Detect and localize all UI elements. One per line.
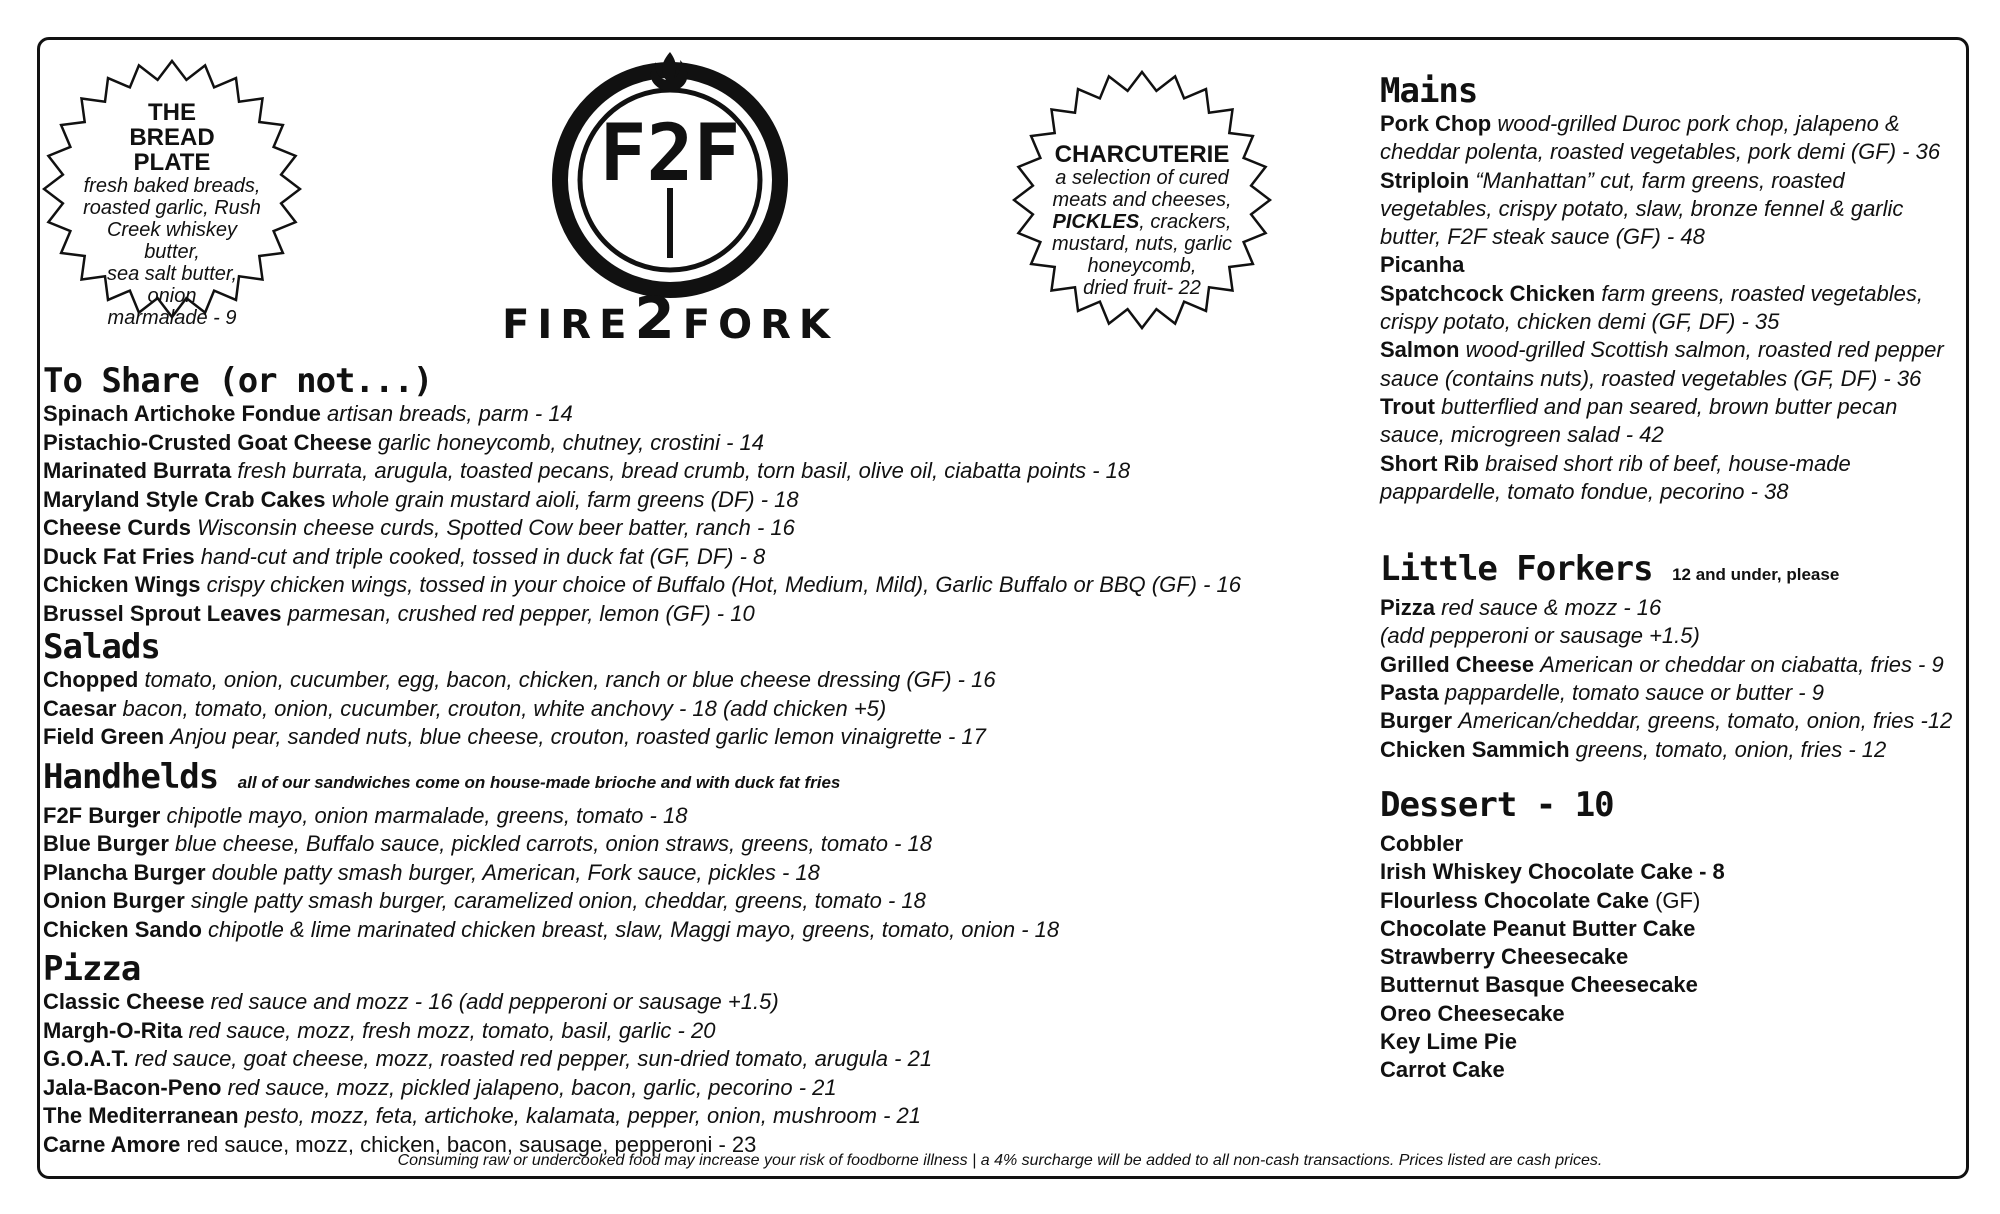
salads-list [43, 666, 1343, 752]
item-desc: (add pepperoni or sausage +1.5) [1380, 623, 1700, 649]
item-desc: garlic honeycomb, chutney, crostini - 14 [378, 429, 764, 455]
handhelds-title: Handhelds [43, 756, 219, 797]
bread-plate-desc-4: sea salt butter, onion [106, 263, 238, 307]
list-item [1380, 167, 1960, 252]
little-forkers-note: 12 and under, please [1672, 565, 1840, 585]
pizza-list [43, 988, 1343, 1159]
item-name: Strawberry Cheesecake [1380, 944, 1629, 970]
list-item [43, 400, 1343, 429]
list-item [43, 666, 1343, 695]
bread-plate-desc-2: roasted garlic, Rush [83, 197, 261, 219]
list-item [43, 571, 1343, 600]
item-desc: red sauce, mozz, fresh mozz, tomato, basil, garlic - 20 [188, 1017, 716, 1043]
list-item [43, 457, 1343, 486]
to-share-heading: To Share (or not...) [43, 361, 433, 401]
item-name: Cheese Curds [43, 515, 191, 540]
list-item [43, 859, 1343, 888]
bread-plate-title-1: THE [148, 99, 196, 126]
item-name: Caesar [43, 695, 117, 721]
list-item [43, 486, 1343, 515]
item-desc: “Manhattan” cut, farm greens, roasted vegetables, crispy potato, slaw, bronze fennel & garlic butter, F2F steak sauce (GF) - 48 [1380, 167, 1904, 250]
item-desc: single patty smash burger, caramelized onion, cheddar, greens, tomato - 18 [190, 888, 926, 913]
list-item [1380, 707, 1960, 735]
item-name: F2F Burger [43, 802, 161, 828]
item-desc: double patty smash burger, American, Fork sauce, pickles - 18 [211, 859, 820, 885]
item-desc: Wisconsin cheese curds, Spotted Cow beer batter, ranch - 16 [197, 515, 795, 540]
item-name: Pistachio-Crusted Goat Cheese [43, 429, 372, 455]
item-name: Marinated Burrata [43, 458, 232, 483]
charcuterie-desc-1: a selection of cured [1055, 167, 1229, 189]
item-desc: American/cheddar, greens, tomato, onion, fries -12 [1458, 708, 1953, 734]
item-desc: fresh burrata, arugula, toasted pecans, bread crumb, torn basil, olive oil, ciabatta points - 18 [237, 458, 1131, 483]
item-name: Flourless Chocolate Cake [1380, 887, 1649, 913]
dessert-list [1380, 830, 1960, 1085]
charcuterie-badge [1012, 68, 1272, 332]
item-name: Burger [1380, 708, 1453, 734]
item-name: Chicken Sammich [1380, 736, 1570, 762]
little-forkers-list [1380, 594, 1960, 764]
item-name: Chicken Sando [43, 916, 202, 942]
item-desc: braised short rib of beef, house-made pappardelle, tomato fondue, pecorino - 38 [1380, 450, 1851, 504]
list-item [1380, 1000, 1960, 1028]
list-item [1380, 971, 1960, 999]
item-name: Key Lime Pie [1380, 1029, 1517, 1055]
item-name: Short Rib [1380, 450, 1479, 476]
list-item [1380, 679, 1960, 707]
item-name: Classic Cheese [43, 989, 205, 1014]
list-item [1380, 915, 1960, 943]
list-item [43, 429, 1343, 458]
charcuterie-desc-5: honeycomb, [1087, 255, 1197, 277]
item-name: Margh-O-Rita [43, 1017, 183, 1043]
item-desc: artisan breads, parm - 14 [327, 401, 573, 426]
item-desc: chipotle & lime marinated chicken breast, slaw, Maggi mayo, greens, tomato, onion - 18 [208, 916, 1060, 942]
item-name: Cobbler [1380, 830, 1464, 856]
item-name: Carrot Cake [1380, 1057, 1505, 1083]
handhelds-heading [43, 758, 1343, 802]
item-name: Onion Burger [43, 888, 185, 913]
list-item [43, 723, 1343, 752]
item-name: Duck Fat Fries [43, 543, 195, 569]
item-desc: hand-cut and triple cooked, tossed in duck fat (GF, DF) - 8 [200, 543, 766, 569]
item-desc: whole grain mustard aioli, farm greens (DF) - 18 [331, 486, 799, 512]
item-desc: pappardelle, tomato sauce or butter - 9 [1444, 680, 1824, 706]
mains-list [1380, 110, 1960, 506]
left-column [43, 362, 1343, 1159]
handhelds-note: all of our sandwiches come on house-made brioche and with duck fat fries [237, 772, 841, 792]
list-item [43, 543, 1343, 572]
list-item [1380, 736, 1960, 764]
list-item [1380, 251, 1960, 279]
item-desc: red sauce & mozz - 16 [1441, 595, 1662, 621]
list-item [43, 1045, 1343, 1074]
item-desc: tomato, onion, cucumber, egg, bacon, chicken, ranch or blue cheese dressing (GF) - 16 [144, 667, 996, 692]
right-column [1380, 72, 1960, 1085]
item-name: Picanha [1380, 252, 1465, 278]
list-item [43, 830, 1343, 859]
charcuterie-desc-6: dried fruit- 22 [1083, 277, 1201, 299]
item-desc: butterflied and pan seared, brown butter pecan sauce, microgreen salad - 42 [1380, 393, 1898, 448]
item-name: The Mediterranean [43, 1103, 239, 1128]
logo-wordmark [502, 284, 838, 348]
item-name: Brussel Sprout Leaves [43, 600, 282, 626]
list-item [43, 514, 1343, 543]
list-item [1380, 393, 1960, 450]
list-item [1380, 1056, 1960, 1084]
bread-plate-desc-3: Creek whiskey butter, [106, 219, 238, 263]
list-item [43, 1102, 1343, 1131]
list-item [1380, 622, 1960, 650]
item-name: Striploin [1380, 167, 1470, 193]
list-item [1380, 280, 1960, 337]
list-item [1380, 1028, 1960, 1056]
list-item [43, 887, 1343, 916]
item-name: Spatchcock Chicken [1380, 280, 1596, 306]
item-name: Plancha Burger [43, 859, 206, 885]
item-name: Pasta [1380, 680, 1439, 706]
list-item [1380, 858, 1960, 886]
item-name: Oreo Cheesecake [1380, 1000, 1565, 1026]
charcuterie-desc-3-rest: , crackers, [1139, 211, 1232, 233]
charcuterie-title: CHARCUTERIE [1054, 141, 1230, 168]
list-item [43, 988, 1343, 1017]
list-item [43, 1017, 1343, 1046]
item-desc: pesto, mozz, feta, artichoke, kalamata, pepper, onion, mushroom - 21 [244, 1103, 921, 1128]
item-desc: blue cheese, Buffalo sauce, pickled carrots, onion straws, greens, tomato - 18 [175, 831, 933, 856]
item-desc: greens, tomato, onion, fries - 12 [1575, 736, 1887, 762]
pizza-heading: Pizza [43, 949, 141, 989]
item-desc: wood-grilled Scottish salmon, roasted red pepper sauce (contains nuts), roasted vegetables (GF, DF) - 36 [1380, 337, 1944, 391]
little-forkers-heading [1380, 550, 1960, 594]
item-name: Irish Whiskey Chocolate Cake - 8 [1380, 859, 1725, 885]
logo-word-fork: FORK [682, 302, 838, 348]
bread-plate-desc-1: fresh baked breads, [83, 175, 261, 197]
logo-word-fire: FIRE [502, 302, 635, 348]
item-desc: red sauce, mozz, chicken, bacon, sausage, pepperoni - 23 [186, 1131, 757, 1157]
list-item [43, 802, 1343, 831]
item-name: Butternut Basque Cheesecake [1380, 972, 1698, 998]
item-desc: crispy chicken wings, tossed in your choice of Buffalo (Hot, Medium, Mild), Garlic Buffalo or BBQ (GF) - 16 [206, 572, 1241, 597]
item-desc: Anjou pear, sanded nuts, blue cheese, crouton, roasted garlic lemon vinaigrette - 17 [170, 724, 986, 749]
item-name: Pizza [1380, 595, 1436, 621]
list-item [1380, 110, 1960, 167]
item-name: Grilled Cheese [1380, 651, 1535, 677]
charcuterie-pickles: PICKLES [1052, 211, 1140, 233]
charcuterie-desc-2: meats and cheeses, [1052, 189, 1232, 211]
footer-disclaimer: Consuming raw or undercooked food may increase your risk of foodborne illness | a 4% surcharge will be added to all non-cash transactions. Prices listed are cash prices. [397, 1152, 1603, 1169]
little-forkers-title: Little Forkers [1380, 549, 1653, 590]
logo-word-2: 2 [634, 284, 683, 348]
list-item [1380, 830, 1960, 858]
charcuterie-desc-4: mustard, nuts, garlic [1051, 233, 1233, 255]
list-item [43, 600, 1343, 629]
item-desc: chipotle mayo, onion marmalade, greens, tomato - 18 [166, 802, 688, 828]
item-desc: American or cheddar on ciabatta, fries - 9 [1540, 651, 1944, 677]
logo-emblem [490, 48, 850, 348]
list-item [1380, 887, 1960, 915]
item-desc: red sauce, mozz, pickled jalapeno, bacon, garlic, pecorino - 21 [227, 1074, 837, 1100]
logo-monogram-top: F2F [599, 109, 741, 199]
list-item [1380, 450, 1960, 507]
list-item [1380, 336, 1960, 393]
item-extra: (GF) [1648, 887, 1701, 913]
list-item [1380, 594, 1960, 622]
item-name: Spinach Artichoke Fondue [43, 401, 321, 426]
item-name: Maryland Style Crab Cakes [43, 486, 326, 512]
to-share-list [43, 400, 1343, 628]
item-desc: wood-grilled Duroc pork chop, jalapeno & cheddar polenta, roasted vegetables, pork demi (GF) - 36 [1380, 111, 1941, 165]
item-name: Chicken Wings [43, 572, 201, 597]
list-item [1380, 943, 1960, 971]
item-name: Chopped [43, 667, 139, 692]
flame-icon [651, 52, 688, 92]
item-name: Jala-Bacon-Peno [43, 1074, 222, 1100]
item-name: Carne Amore [43, 1131, 181, 1157]
item-desc: red sauce, goat cheese, mozz, roasted red pepper, sun-dried tomato, arugula - 21 [134, 1046, 933, 1071]
handhelds-list [43, 802, 1343, 945]
bread-plate-desc-5: marmalade - 9 [107, 307, 237, 329]
bread-plate-title-2: BREAD [129, 124, 215, 151]
list-item [43, 916, 1343, 945]
list-item [43, 1074, 1343, 1103]
item-name: Salmon [1380, 337, 1460, 363]
list-item [1380, 651, 1960, 679]
bread-plate-title-3: PLATE [133, 149, 211, 176]
item-name: G.O.A.T. [43, 1046, 129, 1071]
dessert-heading: Dessert - 10 [1380, 784, 1614, 825]
charcuterie-desc-3 [1042, 211, 1242, 233]
item-name: Field Green [43, 724, 165, 749]
fire2fork-logo [490, 48, 850, 348]
item-desc: farm greens, roasted vegetables, crispy potato, chicken demi (GF, DF) - 35 [1380, 280, 1923, 335]
mains-heading: Mains [1380, 71, 1478, 111]
item-desc: red sauce and mozz - 16 (add pepperoni or sausage +1.5) [210, 989, 779, 1014]
bread-plate-badge [42, 58, 302, 329]
item-desc: bacon, tomato, onion, cucumber, crouton, white anchovy - 18 (add chicken +5) [122, 695, 887, 721]
item-desc: parmesan, crushed red pepper, lemon (GF) - 10 [287, 600, 755, 626]
item-name: Chocolate Peanut Butter Cake [1380, 915, 1696, 941]
item-name: Trout [1380, 393, 1435, 419]
item-name: Blue Burger [43, 831, 169, 856]
item-name: Pork Chop [1380, 111, 1492, 136]
salads-heading: Salads [43, 627, 160, 667]
list-item [43, 695, 1343, 724]
